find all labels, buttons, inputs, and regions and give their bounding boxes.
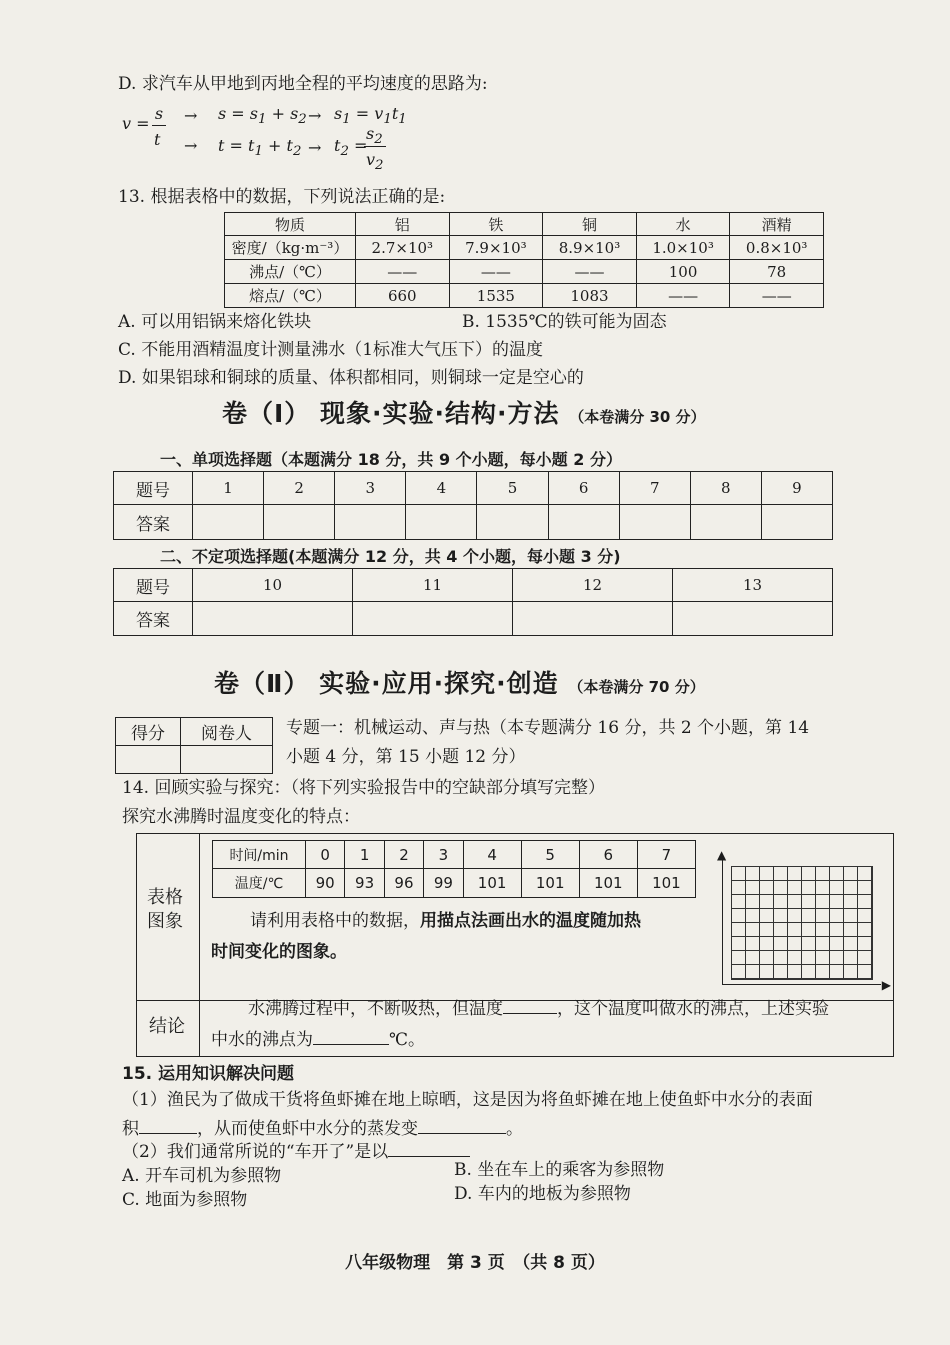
q13-option-a: A. 可以用铝锅来熔化铁块: [118, 312, 312, 332]
table-header: 酒精: [730, 213, 824, 236]
page-footer: 八年级物理 第 3 页 （共 8 页）: [345, 1253, 605, 1273]
question-number: 8: [690, 472, 761, 505]
time-cell: 3: [424, 841, 463, 869]
answer-cell-8[interactable]: [690, 505, 761, 540]
q15-p1-line1: （1）渔民为了做成干货将鱼虾摊在地上晾晒，这是因为将鱼虾摊在地上使鱼虾中水分的表面: [122, 1090, 813, 1110]
question-number: 5: [477, 472, 548, 505]
q15-option-b: B. 坐在车上的乘客为参照物: [454, 1160, 665, 1180]
graph-instruction-line2: 时间变化的图象。: [211, 942, 347, 962]
graph-instruction-line1: [250, 909, 641, 934]
q15-text: （2）我们通常所说的“车开了”是以: [122, 1142, 389, 1162]
part2-title: 卷（Ⅱ） 实验·应用·探究·创造: [214, 669, 559, 698]
table-cell: ——: [636, 284, 730, 308]
question-number: 3: [335, 472, 406, 505]
q13-table: [224, 212, 824, 308]
row-label: 答案: [114, 505, 193, 540]
part2-note: （本卷满分 70 分）: [568, 678, 705, 696]
q15-text: 积: [122, 1119, 139, 1139]
score-label: 得分: [116, 718, 181, 746]
question-number: 2: [264, 472, 335, 505]
part1-title: 卷（Ⅰ） 现象·实验·结构·方法: [222, 399, 560, 428]
question-number: 9: [761, 472, 832, 505]
question-number: 4: [406, 472, 477, 505]
temp-cell: 96: [384, 869, 423, 898]
boiling-data-table: [212, 840, 696, 898]
time-cell: 4: [463, 841, 521, 869]
conclusion-unit: ℃。: [389, 1030, 426, 1050]
temp-cell: 101: [463, 869, 521, 898]
q13-option-c: C. 不能用酒精温度计测量沸水（1标准大气压下）的温度: [118, 340, 544, 360]
time-cell: 2: [384, 841, 423, 869]
question-number: 1: [193, 472, 264, 505]
question-number: 11: [353, 569, 513, 602]
answer-cell-7[interactable]: [619, 505, 690, 540]
table-row: [225, 284, 824, 308]
table-cell: 660: [356, 284, 450, 308]
temp-cell: 99: [424, 869, 463, 898]
q15-option-d: D. 车内的地板为参照物: [454, 1184, 631, 1204]
table-row: [225, 236, 824, 260]
q15-text: ，从而使鱼虾中水分的蒸发变: [197, 1119, 418, 1139]
answer-cell-11[interactable]: [353, 602, 513, 636]
answer-cell-1[interactable]: [193, 505, 264, 540]
q15-text: 。: [506, 1119, 523, 1139]
question-number: 13: [673, 569, 833, 602]
part1-note: （本卷满分 30 分）: [569, 408, 706, 426]
temp-label: 温度/℃: [213, 869, 306, 898]
q14-stem: 14. 回顾实验与探究：（将下列实验报告中的空缺部分填写完整）: [122, 778, 605, 798]
blank-surface-area[interactable]: [139, 1133, 197, 1134]
q13-option-d: D. 如果铝球和铜球的质量、体积都相同，则铜球一定是空心的: [118, 368, 584, 388]
y-axis-arrow-icon: ▲: [717, 848, 727, 862]
answer-table-2: [113, 568, 833, 636]
table-cell: ——: [543, 260, 637, 284]
q15-p2: [122, 1140, 470, 1165]
time-cell: 1: [345, 841, 384, 869]
instruction-bold: 用描点法画出水的温度随加热: [420, 911, 641, 931]
table-cell: 熔点/（℃）: [225, 284, 356, 308]
label-conclusion: 结论: [149, 1016, 185, 1037]
label-table-graph: 表格图象: [147, 887, 183, 933]
table-cell: 密度/（kg·m⁻³）: [225, 236, 356, 260]
blank-boiling-point[interactable]: [313, 1044, 389, 1045]
part2-heading: [214, 664, 705, 700]
q13-option-b: B. 1535℃的铁可能为固态: [462, 312, 667, 332]
answer-cell-9[interactable]: [761, 505, 832, 540]
table-cell: ——: [449, 260, 543, 284]
table-cell: 8.9×10³: [543, 236, 637, 260]
q12-option-d: D. 求汽车从甲地到丙地全程的平均速度的思路为:: [118, 74, 488, 94]
part1-heading: [222, 394, 706, 430]
table-cell: 沸点/（℃）: [225, 260, 356, 284]
blank-evaporation[interactable]: [418, 1133, 506, 1134]
row-label: 题号: [114, 472, 193, 505]
answer-cell-3[interactable]: [335, 505, 406, 540]
blank-reference-frame[interactable]: [388, 1156, 470, 1157]
conclusion-line1: [248, 997, 829, 1022]
conclusion-line2: [211, 1028, 425, 1053]
reviewer-label: 阅卷人: [181, 718, 273, 746]
instruction-normal: 请利用表格中的数据，: [250, 911, 420, 931]
table-cell: 0.8×10³: [730, 236, 824, 260]
q15-option-c: C. 地面为参照物: [122, 1190, 248, 1210]
answer-cell-13[interactable]: [673, 602, 833, 636]
q15-stem: 15. 运用知识解决问题: [122, 1064, 295, 1084]
answer-cell-5[interactable]: [477, 505, 548, 540]
speed-formula: v = s t → $s = s_1 + s_2$ → $s_1 = v_1t_1$ → $t = t_1 + t_2$ → $t_2$ = $s_2$ $v_2$: [122, 104, 407, 174]
score-field[interactable]: [116, 746, 181, 774]
conclusion-text: 水沸腾过程中，不断吸热，但温度: [248, 999, 503, 1019]
temp-cell: 101: [521, 869, 579, 898]
conclusion-text: 中水的沸点为: [211, 1030, 313, 1050]
q14-subtitle: 探究水沸腾时温度变化的特点：: [122, 807, 360, 827]
part1-sec2-title: 二、不定项选择题(本题满分 12 分，共 4 个小题，每小题 3 分): [160, 547, 621, 566]
row-label: 题号: [114, 569, 193, 602]
conclusion-text: ，这个温度叫做水的沸点，上述实验: [557, 999, 829, 1019]
table-cell: 78: [730, 260, 824, 284]
x-axis-arrow-icon: ▶: [881, 978, 891, 992]
q15-p1-line2: [122, 1117, 523, 1142]
question-number: 12: [513, 569, 673, 602]
table-cell: 1.0×10³: [636, 236, 730, 260]
topic1-line1: 专题一：机械运动、声与热（本专题满分 16 分，共 2 个小题，第 14: [286, 718, 810, 738]
blank-temperature[interactable]: [503, 1013, 557, 1014]
table-header: 铜: [543, 213, 637, 236]
time-label: 时间/min: [213, 841, 306, 869]
table-row: [225, 260, 824, 284]
table-header: 物质: [225, 213, 356, 236]
q13-stem: 13. 根据表格中的数据，下列说法正确的是:: [118, 187, 446, 207]
reviewer-field[interactable]: [181, 746, 273, 774]
q15-option-a: A. 开车司机为参照物: [122, 1166, 282, 1186]
table-cell: 2.7×10³: [356, 236, 450, 260]
table-cell: 100: [636, 260, 730, 284]
table-header: 水: [636, 213, 730, 236]
topic1-line2: 小题 4 分，第 15 小题 12 分）: [286, 747, 526, 767]
answer-cell-10[interactable]: [193, 602, 353, 636]
temp-cell: 90: [306, 869, 345, 898]
table-cell: ——: [730, 284, 824, 308]
question-number: 10: [193, 569, 353, 602]
table-header: 铝: [356, 213, 450, 236]
table-cell: 1083: [543, 284, 637, 308]
answer-cell-4[interactable]: [406, 505, 477, 540]
answer-cell-6[interactable]: [548, 505, 619, 540]
question-number: 7: [619, 472, 690, 505]
time-cell: 7: [637, 841, 695, 869]
question-number: 6: [548, 472, 619, 505]
temp-cell: 93: [345, 869, 384, 898]
time-cell: 6: [579, 841, 637, 869]
temp-cell: 101: [637, 869, 695, 898]
part1-sec1-title: 一、单项选择题（本题满分 18 分，共 9 个小题，每小题 2 分）: [160, 450, 622, 469]
score-box: [115, 717, 273, 774]
table-cell: ——: [356, 260, 450, 284]
grid-lines: [731, 866, 873, 980]
answer-table-1: [113, 471, 833, 540]
time-cell: 5: [521, 841, 579, 869]
answer-cell-12[interactable]: [513, 602, 673, 636]
time-cell: 0: [306, 841, 345, 869]
answer-cell-2[interactable]: [264, 505, 335, 540]
table-cell: 1535: [449, 284, 543, 308]
table-cell: 7.9×10³: [449, 236, 543, 260]
temp-cell: 101: [579, 869, 637, 898]
row-label: 答案: [114, 602, 193, 636]
graph-grid[interactable]: [717, 848, 891, 992]
table-header: 铁: [449, 213, 543, 236]
